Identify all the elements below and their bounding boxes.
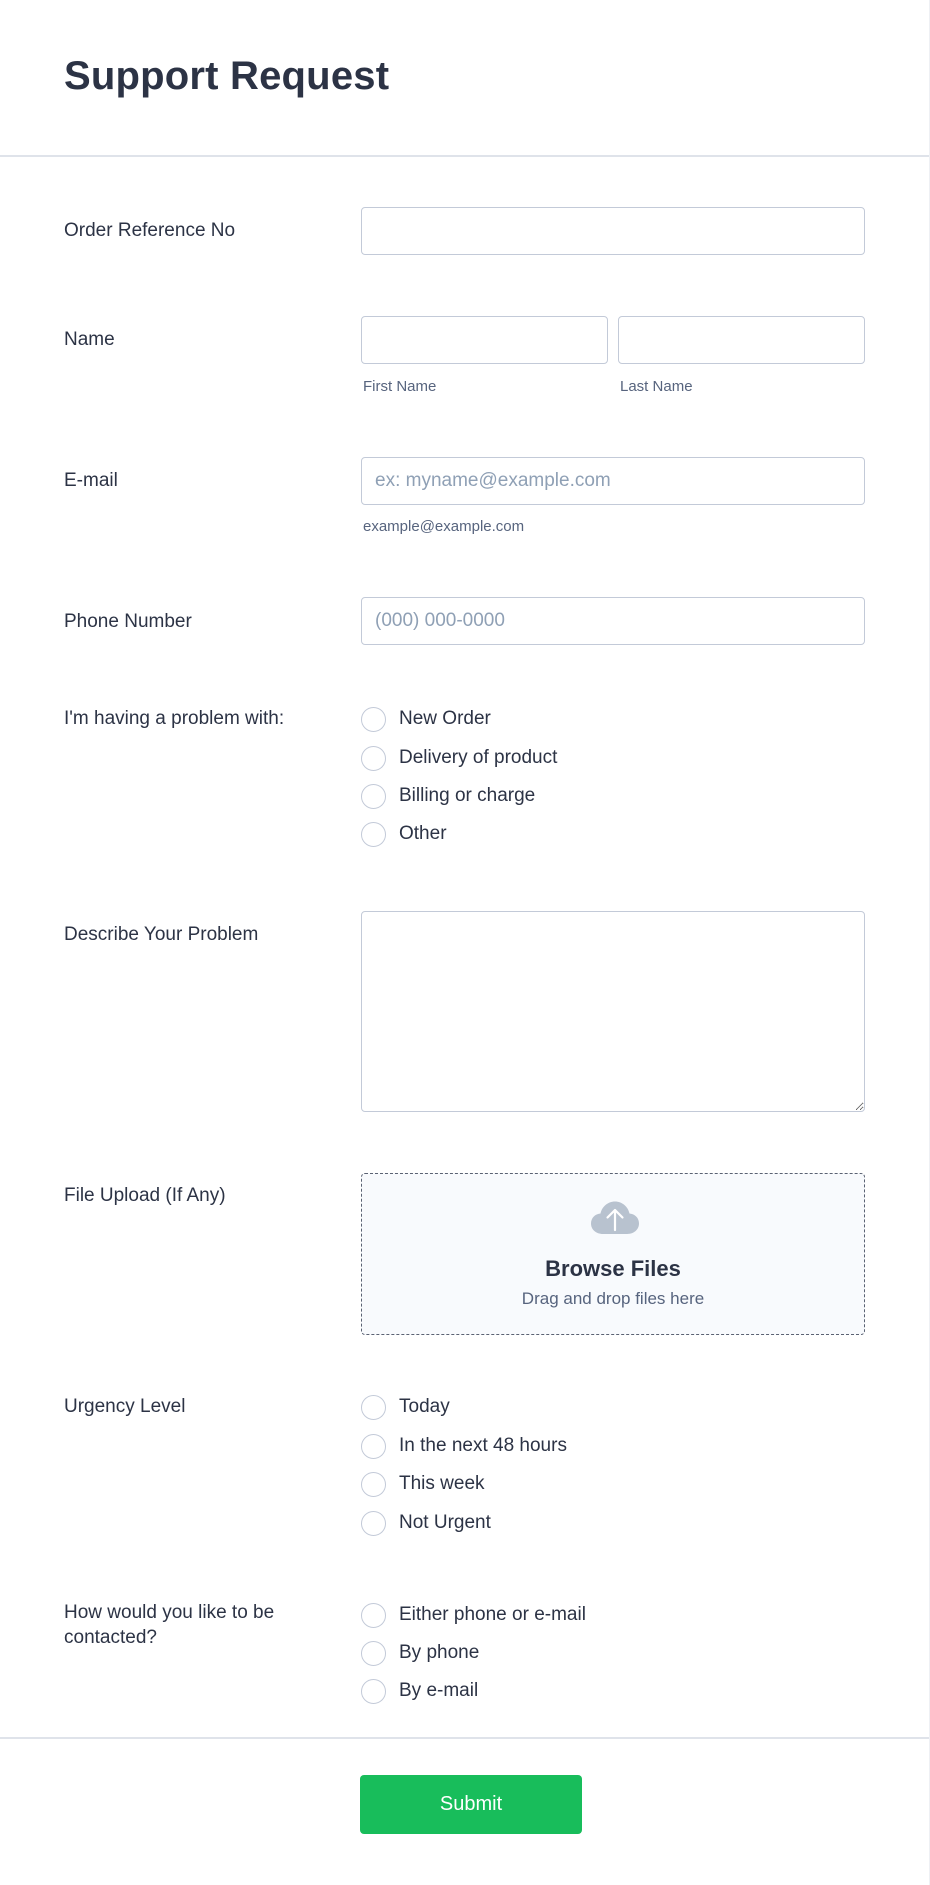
radio-label: Delivery of product	[399, 747, 558, 768]
urgency-option-not-urgent[interactable]	[361, 1509, 491, 1537]
last-name-sublabel: Last Name	[620, 378, 693, 395]
radio-circle[interactable]	[361, 784, 386, 809]
urgency-option-48-hours[interactable]	[361, 1432, 567, 1460]
radio-circle[interactable]	[361, 1511, 386, 1536]
drag-drop-hint: Drag and drop files here	[521, 1289, 705, 1308]
first-name-sublabel: First Name	[363, 378, 437, 395]
radio-label: This week	[399, 1473, 485, 1494]
contact-option-email[interactable]	[361, 1677, 478, 1705]
order-ref-input[interactable]	[361, 207, 865, 255]
email-sublabel: example@example.com	[363, 518, 525, 535]
problem-option-billing[interactable]	[361, 782, 535, 810]
first-name-input[interactable]	[361, 316, 608, 364]
radio-label: In the next 48 hours	[399, 1435, 567, 1456]
radio-label: Today	[399, 1396, 450, 1417]
page-title: Support Request	[64, 54, 390, 98]
radio-label: Either phone or e-mail	[399, 1604, 586, 1625]
radio-circle[interactable]	[361, 746, 386, 771]
radio-circle[interactable]	[361, 822, 386, 847]
radio-circle[interactable]	[361, 1395, 386, 1420]
submit-button[interactable]: Submit	[360, 1775, 582, 1834]
radio-label: By phone	[399, 1642, 480, 1663]
phone-label: Phone Number	[64, 611, 192, 632]
radio-circle[interactable]	[361, 1472, 386, 1497]
radio-label: Not Urgent	[399, 1512, 491, 1533]
problem-option-new-order[interactable]	[361, 705, 491, 733]
urgency-option-this-week[interactable]	[361, 1470, 485, 1498]
radio-circle[interactable]	[361, 1641, 386, 1666]
problem-option-delivery[interactable]	[361, 744, 557, 772]
radio-circle[interactable]	[361, 707, 386, 732]
urgency-label: Urgency Level	[64, 1396, 186, 1417]
contact-option-either[interactable]	[361, 1601, 586, 1629]
urgency-option-today[interactable]	[361, 1393, 450, 1421]
last-name-input[interactable]	[618, 316, 865, 364]
radio-label: By e-mail	[399, 1680, 479, 1701]
header-divider	[0, 155, 929, 157]
order-ref-label: Order Reference No	[64, 220, 236, 241]
problem-label: I'm having a problem with:	[64, 708, 285, 729]
file-upload-dropzone[interactable]	[361, 1173, 865, 1335]
radio-label: New Order	[399, 708, 491, 729]
radio-circle[interactable]	[361, 1679, 386, 1704]
radio-circle[interactable]	[361, 1434, 386, 1459]
radio-label: Other	[399, 823, 447, 844]
contact-option-phone[interactable]	[361, 1639, 479, 1667]
footer-divider	[0, 1737, 929, 1739]
problem-option-other[interactable]	[361, 820, 447, 848]
upload-label: File Upload (If Any)	[64, 1185, 226, 1206]
email-input[interactable]	[361, 457, 865, 505]
cloud-upload-icon	[591, 1201, 639, 1235]
name-label: Name	[64, 329, 115, 350]
radio-label: Billing or charge	[399, 785, 536, 806]
description-label: Describe Your Problem	[64, 924, 259, 945]
phone-input[interactable]	[361, 597, 865, 645]
browse-files-text[interactable]: Browse Files	[545, 1256, 681, 1281]
contact-label: How would you like to be contacted?	[64, 1602, 275, 1648]
radio-circle[interactable]	[361, 1603, 386, 1628]
description-textarea[interactable]	[361, 911, 865, 1112]
email-label: E-mail	[64, 470, 118, 491]
